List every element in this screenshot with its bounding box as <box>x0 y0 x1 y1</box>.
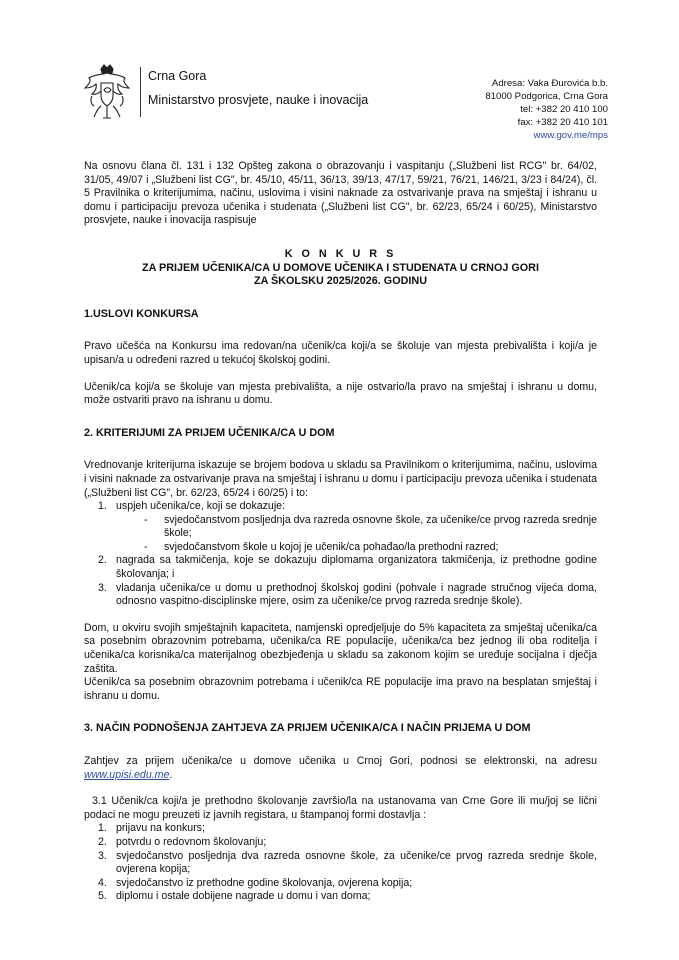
list-item: 2. nagrada sa takmičenja, koje se dokazuju diplomama organizatora takmičenja, iz prethodne godine školovanja; i <box>98 554 597 581</box>
divider <box>140 67 141 117</box>
coat-of-arms-icon <box>82 63 132 121</box>
list-item: 5. diplomu i ostale dobijene nagrade u domu i van doma; <box>98 890 371 903</box>
list-item: 4. svjedočanstvo iz prethodne godine školovanja, ovjerena kopija; <box>98 876 413 889</box>
section-1-paragraph-2: Učenik/ca koji/a se školuje van mjesta prebivališta, a nije ostvario/la pravo na smještaj i ishranu u domu, može ostvariti pravo na ishranu u domu. <box>84 380 597 407</box>
ministry-name: Ministarstvo prosvjete, nauke i inovacija <box>148 93 369 107</box>
address-line-2: 81000 Podgorica, Crna Gora <box>485 91 608 103</box>
title-line-3: ZA ŠKOLSKU 2025/2026. GODINU <box>253 275 427 288</box>
country-name: Crna Gora <box>148 69 207 83</box>
title-konkurs: K O N K U R S <box>284 247 397 260</box>
section-2-paragraph-3: Učenik/ca sa posebnim obrazovnim potrebama i učenik/ca RE populacije ima pravo na besplatan smještaj i ishranu u domu. <box>84 676 597 702</box>
list-item: - svjedočanstvom škole u kojoj je učenik/ca pohađao/la prethodni razred; <box>144 540 499 553</box>
list-item: 2. potvrdu o redovnom školovanju; <box>98 835 267 848</box>
section-3-paragraph-1: Zahtjev za prijem učenika/ce u domove učenika u Crnoj Gori, podnosi se elektronski, na adresu www.upisi.edu.me. <box>84 755 597 781</box>
list-item: - svjedočanstvom posljednja dva razreda osnovne škole, za učenike/ce prvog razreda srednje škole; <box>144 513 597 540</box>
section-1-heading: 1.USLOVI KONKURSA <box>84 307 199 320</box>
list-item: 1. prijavu na konkurs; <box>98 822 205 835</box>
document-body <box>84 160 597 904</box>
section-1-paragraph-1: Pravo učešća na Konkursu ima redovan/na učenik/ca koji/a se školuje van mjesta prebivališta i koji/a je upisan/a u određeni razred u tekućoj školskoj godini. <box>84 340 597 366</box>
contact-block <box>485 77 608 142</box>
address-line-1: Adresa: Vaka Đurovića b.b. <box>491 78 608 89</box>
section-2-paragraph-2: Dom, u okviru svojih smještajnih kapaciteta, namjenski opredjeljuje do 5% kapaciteta za smještaj učenika/ca sa posebnim obrazovnim potrebama, učenika/ca RE populacije, učenika/ca bez jednog ili oba roditelja i učenika/ca korisnika/ca materijalnog obezbjeđenja u skladu sa zakonom kojim se uređuje socijalna i dječja zaštita. <box>84 621 597 675</box>
section-2-intro: Vrednovanje kriterijuma iskazuje se brojem bodova u skladu sa Pravilnikom o kriterijumima, načinu, uslovima i visini naknade za ostvarivanje prava na smještaj i ishranu u domu i participaciju prevoza učenika i studenata („Službeni list CG", br. 62/23, 65/24 i 60/25) i to: <box>84 459 597 499</box>
section-3-heading: 3. NAČIN PODNOŠENJA ZAHTJEVA ZA PRIJEM UČENIKA/CA I NAČIN PRIJEMA U DOM <box>84 722 531 735</box>
title-line-2: ZA PRIJEM UČENIKA/CA U DOMOVE UČENIKA I STUDENATA U CRNOJ GORI <box>142 261 539 274</box>
document-title <box>84 248 597 289</box>
list-item: 3. vladanja učenika/ce u domu u prethodnoj školskoj godini (pohvale i nagrade stručnog vijeća doma, odnosno vaspitno-disciplinske mjere, osim za učenike/ce prvog razreda srednje škole). <box>98 581 597 608</box>
intro-paragraph: Na osnovu člana čl. 131 i 132 Opšteg zakona o obrazovanju i vaspitanju („Službeni list RCG" br. 64/02, 31/05, 49/07 i „Službeni list CG", br. 45/10, 45/11, 36/13, 39/13, 47/17, 59/21, 76/21, 146/21, 3/23 i 84/24), čl. 5 Pravilnika o kriterijumima, načinu, uslovima i visini naknade za ostvarivanje prava na smještaj i ishranu u domu i participaciju prevoza učenika i studenata („Službeni list CG", br. 62/23, 65/24 i 60/25), Ministarstvo prosvjete, nauke i inovacija raspisuje <box>84 160 597 227</box>
section-2-heading: 2. KRITERIJUMI ZA PRIJEM UČENIKA/CA U DOM <box>84 426 335 439</box>
fax-number: fax: +382 20 410 101 <box>517 117 608 129</box>
criteria-list <box>84 500 597 514</box>
upisi-link[interactable]: www.upisi.edu.me <box>84 768 170 781</box>
list-item: 3. svjedočanstvo posljednja dva razreda osnovne škole, za učenike/ce prvog razreda srednje škole, ovjerena kopija; <box>98 849 597 876</box>
list-item: 1. uspjeh učenika/ce, koji se dokazuje: <box>98 500 286 513</box>
phone-number: tel: +382 20 410 100 <box>520 104 608 116</box>
section-3-paragraph-2: 3.1 Učenik/ca koji/a je prethodno školovanje završio/la na ustanovama van Crne Gore ili mu/joj se lični podaci ne mogu preuzeti iz javnih registara, u štampanoj formi dostavlja : <box>84 795 597 821</box>
letterhead <box>82 63 382 123</box>
documents-list <box>84 822 597 904</box>
website-link[interactable]: www.gov.me/mps <box>533 130 608 142</box>
